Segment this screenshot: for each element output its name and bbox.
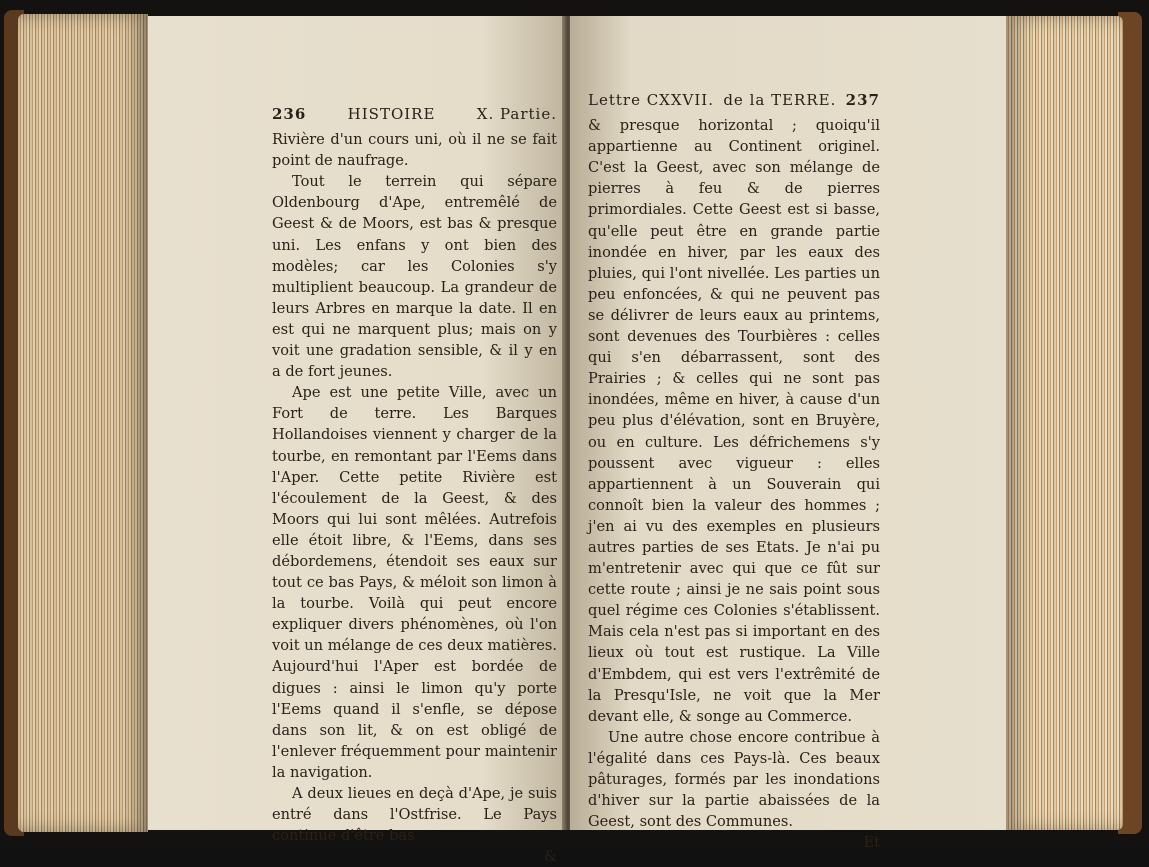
left-page (148, 16, 566, 866)
right-page (570, 16, 1006, 852)
left-running-head (272, 104, 557, 125)
right-text-block (588, 90, 880, 853)
right-page-number: 237 (845, 91, 880, 109)
right-running-title: de la TERRE. (723, 91, 837, 109)
right-catchword: Et (863, 834, 880, 852)
left-running-title: HISTOIRE (347, 105, 436, 123)
left-paragraph: Ape est une petite Ville, avec un Fort de terre. Les Barques Hollandoises viennent y charger de la tourbe, en remontant par l'Eems dans l'Aper. Cette petite Rivière est l'écoulement de la Geest, & des Moors qui lui sont mêlées. Autrefois elle étoit libre, & l'Eems, dans ses débordemens, étendoit ses eaux sur tout ce bas Pays, & méloit son limon à la tourbe. Voilà qui peut encore expliquer divers phénomènes, où l'on voit un mélange de ces deux matières. Aujourd'hui l'Aper est bordée de digues : ainsi le limon qu'y porte l'Eems quand il s'enfle, se dépose dans son lit, & on est obligé de l'enlever fréquemment pour maintenir la navigation. (272, 384, 557, 781)
left-paragraph: Tout le terrein qui sépare Oldenbourg d'Ape, entremêlé de Geest & de Moors, est bas & presque uni. Les enfans y ont bien des modèles; car les Colonies s'y multiplient beaucoup. La grandeur de leurs Arbres en marque la date. Il en est qui ne marquent plus; mais on y voit une gradation sensible, & il y en a de fort jeunes. (272, 173, 557, 381)
left-running-part: X. Partie. (476, 105, 557, 123)
left-paragraph: A deux lieues en deçà d'Ape, je suis entré dans l'Ostfrise. Le Pays continue d'être bas (272, 785, 557, 845)
left-catchword: & (544, 848, 557, 866)
left-text-block (272, 104, 557, 867)
page-edges-left (18, 14, 148, 832)
page-edges-right (1005, 16, 1123, 830)
left-paragraph: Rivière d'un cours uni, où il ne se fait point de naufrage. (272, 131, 557, 170)
right-running-head (588, 90, 880, 111)
left-page-number: 236 (272, 105, 307, 123)
right-running-letter: Lettre CXXVII. (588, 91, 714, 109)
right-paragraph: & presque horizontal ; quoiqu'il appartienne au Continent originel. C'est la Geest, avec son mélange de pierres à feu & de pierres primordiales. Cette Geest est si basse, qu'elle peut être en grande partie inondée en hiver, par les eaux des pluies, qui l'ont nivellée. Les parties un peu enfoncées, & qui ne peuvent pas se délivrer de leurs eaux au printems, sont devenues des Tourbières : celles qui s'en débarrassent, sont des Prairies ; & celles qui ne sont pas inondées, même en hiver, à cause d'un peu plus d'élévation, sont en Bruyère, ou en culture. Les défrichemens s'y poussent avec vigueur : elles appartiennent à un Souverain qui connoît bien la valeur des hommes ; j'en ai vu des exemples en plusieurs autres parties de ses Etats. Je n'ai pu m'entretenir avec qui que ce fût sur cette route ; ainsi je ne sais point sous quel régime ces Colonies s'établissent. Mais cela n'est pas si important en des lieux où tout est rustique. La Ville d'Embdem, qui est vers l'extrêmité de la Presqu'Isle, ne voit que la Mer devant elle, & songe au Commerce. (588, 117, 880, 725)
right-paragraph: Une autre chose encore contribue à l'égalité dans ces Pays-là. Ces beaux pâturages, formés par les inondations d'hiver sur la partie abaissées de la Geest, sont des Communes. (588, 728, 880, 831)
